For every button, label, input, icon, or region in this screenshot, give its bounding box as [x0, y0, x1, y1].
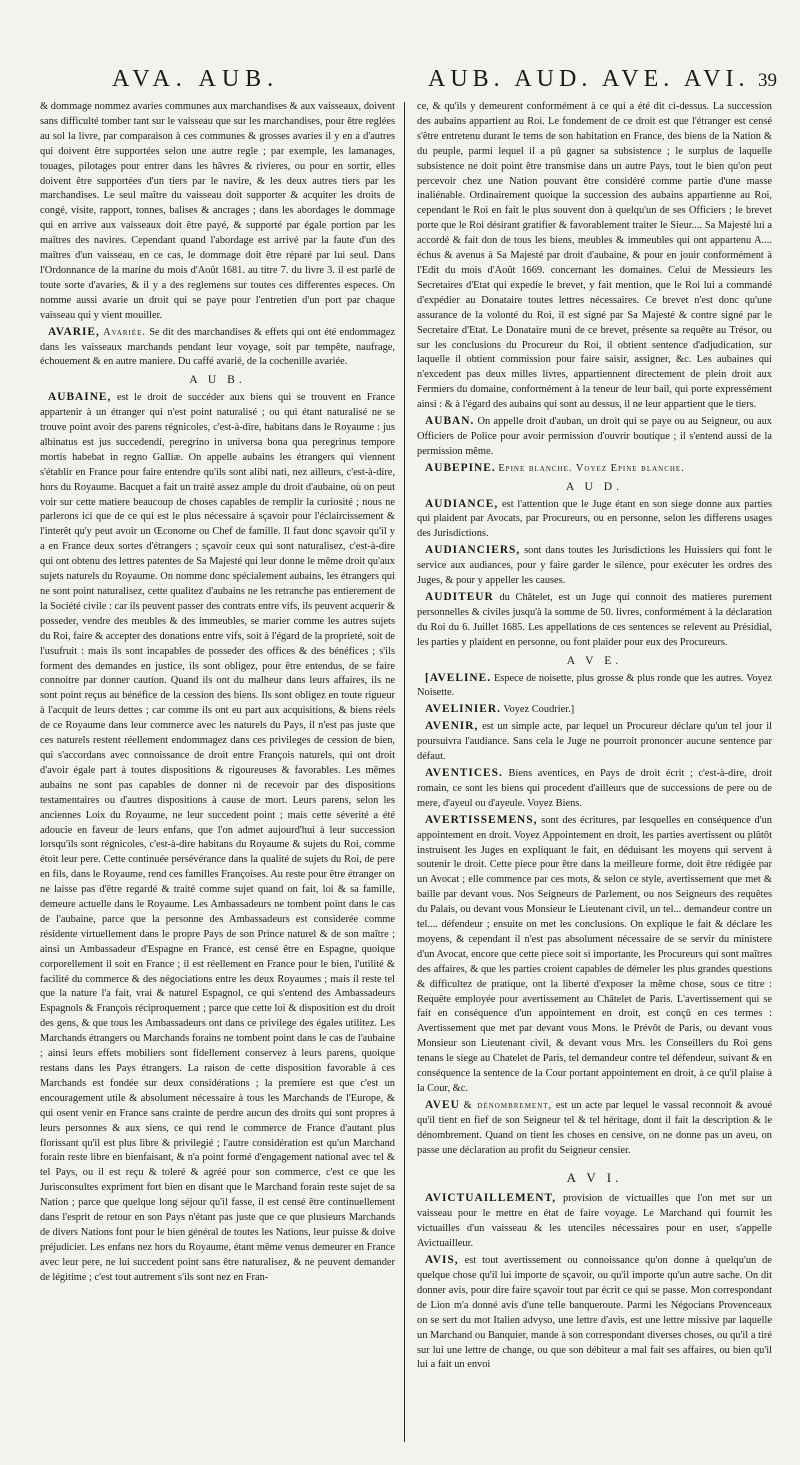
entry-text: est le droit de succéder aux biens qui se trouvent en France appartenir à un étranger qui n'est point naturalisé ; ou qui étant naturalisé ne se trouve point avoir des parens régnicoles, c'est-à-dire, habitans dans le Royaume : jus albinatus est jus succedendi, peregrino in universa bona qua peregrinus tempore mortis habebat in regno Galliæ. On appelle aubains les étrangers qui viennent s'établir en France pour faire entendre qu'ils sont alibi nati, nez ailleurs, c'est-à-dire, hors du Royaume. Bacquet a fait un traité assez ample du droit d'aubaine, où on peut voir sur cette matiere beaucoup de choses capables de remplir la curiosité ; nous ne parlerons ici que de ce qui est le plus nécessaire à sçavoir pour l'éclaircissement & l'interêt qu'y peut avoir un Œconome ou Chef de famille. Il faut donc sçavoir qu'il y a en France deux sortes d'étrangers ; sçavoir ceux qui sont naturalisez, c'est-à-dire qui ont obtenu des lettres patentes de Sa Majesté qui leur donne le même droit qu'aux sujets naturels du Royaume. On nomme donc spécialement aubains, les étrangers qui ne sont point naturalisez, cette qualitez d'aubains ne les retranche pas entierement de la Société civile : car ils peuvent passer des contrats entre vifs, ils peuvent acquerir & posseder, vendre des meubles & des immeubles, se marier comme les autres sujets du Roi, faire & accepter des donations entre vifs, soit à l'égard de la proprieté, soit de l'usufruit : mais ils sont incapables de posseder des offices & des bénéfices ; s'ils forment des demandes en justice, ils sont obligez, pour être entendus, de se faire connoitre par donner caution. Quand ils ont du malheur dans leurs affaires, ils ne sont point reçus au bénéfice de la cession des biens. Ils sont obligez en toute rigueur à l'acquit de leurs dettes ; car comme ils ont eu part aux acquisitions, & biens réels de ce Royaume dans leur commerce avec les naturels du Pays, il n'est pas juste que ces naturels restent réellement endommagez dans ces privileges de cession de bien, qui s'accordans avec connoissance de droit entre François naturels, qui ont droit d'avoir égale part à toutes dispositions & rigoureuses & favorables. Les mêmes aubains ne sont pas capables de donner ni de recevoir par des dispositions testamentaires ou d'autres dispositions à cause de mort. Leurs parens, selon les anciennes Loix du Royaume, ne leur succedent point ; mais cette séverité a été adoucie en faveur de leurs enfans, que l'on admet aujourd'hui à leur succession lorsqu'ils sont régnicoles, c'est-à-dire habitans du Royaume & sujets du Roi, comme étoit leur pere. Cette continuée persévérance dans la qualité de sujets du Roi, de pere en fils, dans le Royaume, rend ces familles Françoises. Au reste pour être étranger on ne laisse pas d'être regardé & traité comme sujet quand on fait, loi & sa famille, demeure actuelle dans le Royaume. Les Ambassadeurs ne tombent point dans le cas de l'aubaine, parce que la personne des Ambassadeurs est considerée comme résidente virtuellement dans le propre Pays de son Prince naturel & de son maître ; ainsi un Ambassadeur d'Espagne en France, est censé être en Espagne, quoique corporellement il soit en France ; il est réellement en France pour le bien, l'utilité & facilité du commerce & des négociations entre les deux Royaumes ; mais il reste tel que la nature l'a fait, vrai & naturel Espagnol, ce qui s'entend des Ambassadeurs Espagnols & François réciproquement ; parce que cette loi & disposition est du droit des gens, & que tous les Ambassadeurs ont dans ce privilege des égales utilitez. Les Marchands étrangers ou Marchands forains ne tombent point dans le cas de l'aubaine ; ainsi leurs effets mobiliers sont fidellement conservez à leurs parens, quoique restans dans les Pays étrangers. La raison de cette disposition favorable à ces Marchands est fondée sur deux considérations ; la premiere est que c'est un encouragement utile & absolument nécessaire à tous les Marchands de l'Europe, & qui osent venir en France sans crainte de perdre aucun des droits qui sont propres à leurs personnes & aux siens, ce qui rend le commerce de France d'autant plus florissant qu'il est plus libre & privilegié ; l'autre considération est qu'un Marchand forain reste libre en bienfaisant, & n'a point formé d'engagement national avec tel & tel Pays, ou il est reçu & toleré & agréé pour son commerce, c'est ce que les Jurisconsultes expriment fort bien en disant que le Marchand forain reste sujet de sa Nation ; parce que quelque long séjour qu'il fasse, il est censé être continuellement dans l'esprit de retour en son Pays n'étant pas juste que ce que plusieurs Marchands de divers Nations font pour le bien général de toutes les Nations, leur puisse & doive préjudicier. Les enfans nez hors du Royaume, étant même venus demeurer en France avec leur pere, ne lui succedent point sans être naturalisez, & ne peuvent demander de légitime ; c'est tout autrement s'ils sont nez en Fran-: [40, 392, 395, 1283]
entry-text: Biens aventices, en Pays de droit écrit ; c'est-à-dire, droit romain, ce sont les biens qui procedent d'ailleurs que de successions de pere ou de mere, d'ayeul ou d'ayeule. Voyez Biens.: [417, 767, 772, 809]
column-divider: [404, 102, 405, 1442]
headword: AUDIANCE,: [425, 497, 499, 510]
entry-text: du Châtelet, est un Juge qui connoit des matieres purement personnelles & civiles jusqu'à la somme de 50. livres, conformément à la déclaration du Roi du 6. Juillet 1685. Les appellations de ces sentences se relevent au Présidial, les parties y plaident en personne, ou font plaider pour eux des Procureurs.: [417, 592, 772, 648]
section-heading-ave: A V E.: [566, 653, 623, 667]
headword: AVICTUAILLEMENT,: [425, 1192, 557, 1205]
entry-text: Espece de noisette, plus grosse & plus ronde que les autres. Voyez Noisette.: [417, 672, 772, 699]
headword: AVERTISSEMENS,: [425, 813, 538, 826]
left-column: [40, 100, 395, 1450]
entry-avarie: [40, 325, 395, 371]
entry-auban: [417, 414, 772, 460]
headword: AUBAN.: [425, 415, 475, 428]
entry-aventices: [417, 766, 772, 812]
headword: AVENTICES.: [425, 766, 503, 779]
headword: AVEU: [425, 1098, 460, 1111]
entry-text: Voyez Coudrier.]: [503, 704, 575, 716]
headword: AUDIANCIERS,: [425, 544, 521, 557]
entry-text: sont dans toutes les Jurisdictions les Huissiers qui font le service aux audiances, pour y faire garder le silence, pour exécuter les ordres des Juges, & pour y appeller les causes.: [417, 545, 772, 587]
entry-aubepine: [417, 461, 772, 477]
entry-aveu: [417, 1098, 772, 1159]
headword: AVELINIER.: [425, 703, 501, 716]
entry-avictuaillement: [417, 1191, 772, 1252]
entry-text: Epine blanche. Voyez Epine blanche.: [498, 462, 685, 474]
headword: AVARIE,: [48, 325, 100, 338]
headword: AUBAINE,: [48, 391, 112, 404]
entry-avenir: [417, 719, 772, 765]
entry-audiance: [417, 497, 772, 543]
entry-text: provision de victuailles que l'on met sur un vaisseau pour le mettre en état de faire voyage. Le Marchand qui fournit les victuailles d'un vaisseau & les utenciles nécessaires pour en user, s'appelle Avictuailleur.: [417, 1193, 772, 1250]
entry-auditeur: [417, 590, 772, 651]
entry-text: sont des écritures, par lesquelles en conséquence d'un appointement en droit. Voyez Appointement en droit, les parties avertissent ou plûtôt instruisent les Juges en expliquant le fait, en déduisant les moyens qui servent à soutenir le droit. Cette piece pour être dans la meilleure forme, doit être rédigée par un Avocat ; elle commence par ces mots, & selon ce style, avertissement que met & baille par devant vous. Nos Seigneurs de Parlement, ou nos Seigneurs des requêtes du Palais, ou devant vous Monsieur le Lieutenant civil, un tel... demandeur contre un tel.... défendeur ; ensuite on met les conclusions. On explique le fait & déclare les moyens, & cependant il n'est pas absolument nécessaire de se servir du ministere d'un Avocat, encore que cette piece soit si importante, les Procureurs qui sont maîtres des affaires, & que les parties croient capables de démeler les plus grandes questions & difficultez de pratique, ont la liberté d'exposer la même chose, sous ce titre : Requête employée pour avertissement au Châtelet de Paris. L'avertissement qui se fait en conséquence d'un appointement en droit, est conçû en ces termes : Avertissement que met par devant vous Mons. le Prévôt de Paris, ou devant vous Monsieur son Lieutenant civil, & devant vous Mrs. les Conseillers du Roi gens tenans le siege au Chatelet de Paris, tel demandeur contre tel défendeur, suivant & en conséquence la sentence de la Cour portant appointement en droit, à ce qu'il plaise à la Cour, &c.: [417, 814, 772, 1094]
running-head-right: AUB. AUD. AVE. AVI.: [428, 66, 750, 92]
section-heading-aud: A U D.: [565, 479, 624, 493]
aubaine-continuation: ce, & qu'ils y demeurent conformément à ce qui a été dit ci-dessus. La succession des aubains appartient au Roi. Le fondement de ce droit est que l'étranger est censé s'être entretenu durant le tems de son habitation en France, des biens de la Nation & du peuple, parmi lequel il a pû gagner sa subsistence ; le surplus de laquelle subsistence ne doit point être transmise dans un autre Pays, tout le bien qu'on peut percevoir chez une Nation pouvant être considéré comme partie d'une masse inaliénable. Ordinairement quoique la succession des aubains appartienne au Roi, cependant le Roi en fait le plus souvent don à quelqu'un de ses Officiers ; le brevet porte que le Roi désirant gratifier & favorablement traiter le Sieur.... Sa Majesté lui a accordé & fait don de tous les biens, meubles & immeubles qui ont appartenu A.... échus & avenus à Sa Majesté par droit d'aubaine, & pour en jouir conformément à l'Edit du mois d'Août 1669. concernant les domaines. Celui de Messieurs les Secretaires d'Etat qui expedie le brevet, y fait mention, que le Roi lui a commandé d'expédier au Donataire toutes lettres nécessaires. Ce brevet n'est donc qu'une assurance de la volonté du Roi, il est signé par Sa Majesté & contre signé par le Secretaire d'Etat. Le Donataire muni de ce brevet, présente sa requête au Trésor, ou sur les conclusions du Procureur du Roi, il obtient sentence d'adjudication, sur laquelle il obtient commission pour faire saisir, assigner, &c. Les aubaines qui n'excedent pas deux milles livres, appartiennent directement de plein droit aux Fermiers du domaine, conformément à la teneur de leur bail, qui porte expressément ainsi : & à l'égard des aubains qui sont au dessus, il ne leur appartient que le tiers.: [417, 101, 772, 411]
entry-avelinier: [417, 702, 772, 718]
entry-text: est tout avertissement ou connoissance qu'on donne à quelqu'un de quelque chose qu'il lui importe de sçavoir, ou qu'il importe qu'un autre sache. On dit donner avis, pour dire faire sçavoir tout par écrit ce qui se passe. Mon correspondant de Lion m'a donné avis d'une telle banqueroute. Parmi les Négocians Provenceaux on se sert du mot Italien advyso, une lettre d'avis, est une lettre missive par laquelle un Marchand ou Banquier, mande à son correspondant diverses choses, ou qu'il a tiré sur lui une lettre de change, ou que son débiteur a mal fait ses affaires, ou bien qu'il lui a fait un envoi: [417, 1255, 772, 1371]
running-head-left: AVA. AUB.: [112, 66, 280, 92]
entry-text: est un simple acte, par lequel un Procureur déclare qu'un tel jour il poursuivra l'audiance. Sans cela le Juge ne pourroit prononcer aucune sentence par défaut.: [417, 721, 772, 763]
headword: AUBEPINE.: [425, 461, 496, 474]
section-heading-avi: A V I.: [566, 1169, 623, 1185]
headword-sub: & dénombrement,: [463, 1099, 553, 1111]
entry-avis: [417, 1253, 772, 1373]
entry-aubaine: [40, 390, 395, 1285]
entry-aveline: [417, 671, 772, 702]
entry-text: On appelle droit d'auban, un droit qui se paye ou au Seigneur, ou aux Officiers de Police pour avoir permission d'ouvrir boutique ; il s'entend aussi de la permission même.: [417, 416, 772, 457]
headword: [AVELINE.: [425, 671, 492, 684]
headword: AUDITEUR: [425, 591, 494, 603]
entry-audianciers: [417, 543, 772, 589]
entry-text: est un acte par lequel le vassal reconnoit & avoué qu'il tient en fief de son Seigneur tel & tel héritage, dont il fait la description & le dénombrement. Quand on tient les choses en censive, on ne donne pas un aveu, on passe une déclaration au profit du Seigneur censier.: [417, 1099, 772, 1156]
headword: AVIS,: [425, 1254, 459, 1267]
entry-text: Se dit des marchandises & effets qui ont été endommagez dans les vaisseaux marchands pendant leur voyage, soit par tempête, naufrage, échouement & en autre maniere. Du caffé avarié, de la cochenille avariée.: [40, 326, 395, 368]
headword-sub: Avariée.: [103, 326, 146, 338]
section-heading-aub: A U B.: [189, 373, 246, 387]
avaries-continuation: & dommage nommez avaries communes aux marchandises & aux vaisseaux, doivent sans difficulté tomber tant sur le vaisseau que sur les marchandises, pour être reglées au sol la livre, par comparaison à ces communes & grosses avaries il y en a d'autres qui doivent être supportées selon une autre regle ; par exemple, les lamanages, touages, pilotages pour entrer dans les hâvres & rivieres, ou pour en sortir, elles doivent être supportées d'un tiers par le navire, & les deux autres tiers par les marchandises. Le seul maître du vaisseau doit supporter & acquiter les droits de congé, visite, rapport, tonnes, balises & ancrages ; dans les abordages le dommage qui en arrive aux vaisseaux doit être payé, & supporté par égale portion par les maîtres des navires. Cependant quand l'abordage est arrivé par la faute d'un des maîtres d'un vaisseau, en ce cas, le dommage doit être réparé par lui seul. Dans l'Ordonnance de la marine du mois d'Août 1681. au titre 7. du livre 3. il est parlé de toute sorte d'avaries, & il y a des reglemens sur toutes ces differentes especes. On nomme aussi avarie un droit qui se paye pour l'entretien d'un port par chaque vaisseau qui y vient mouiller.: [40, 101, 395, 321]
entry-text: est l'attention que le Juge étant en son siege donne aux parties qui plaident par Avocats, par Procureurs, ou en personne, selon les differens usages des Jurisdictions.: [417, 498, 772, 540]
right-column: [417, 100, 772, 1450]
headword: AVENIR,: [425, 720, 479, 733]
entry-avertissemens: [417, 813, 772, 1097]
page-number: 39: [758, 70, 777, 91]
